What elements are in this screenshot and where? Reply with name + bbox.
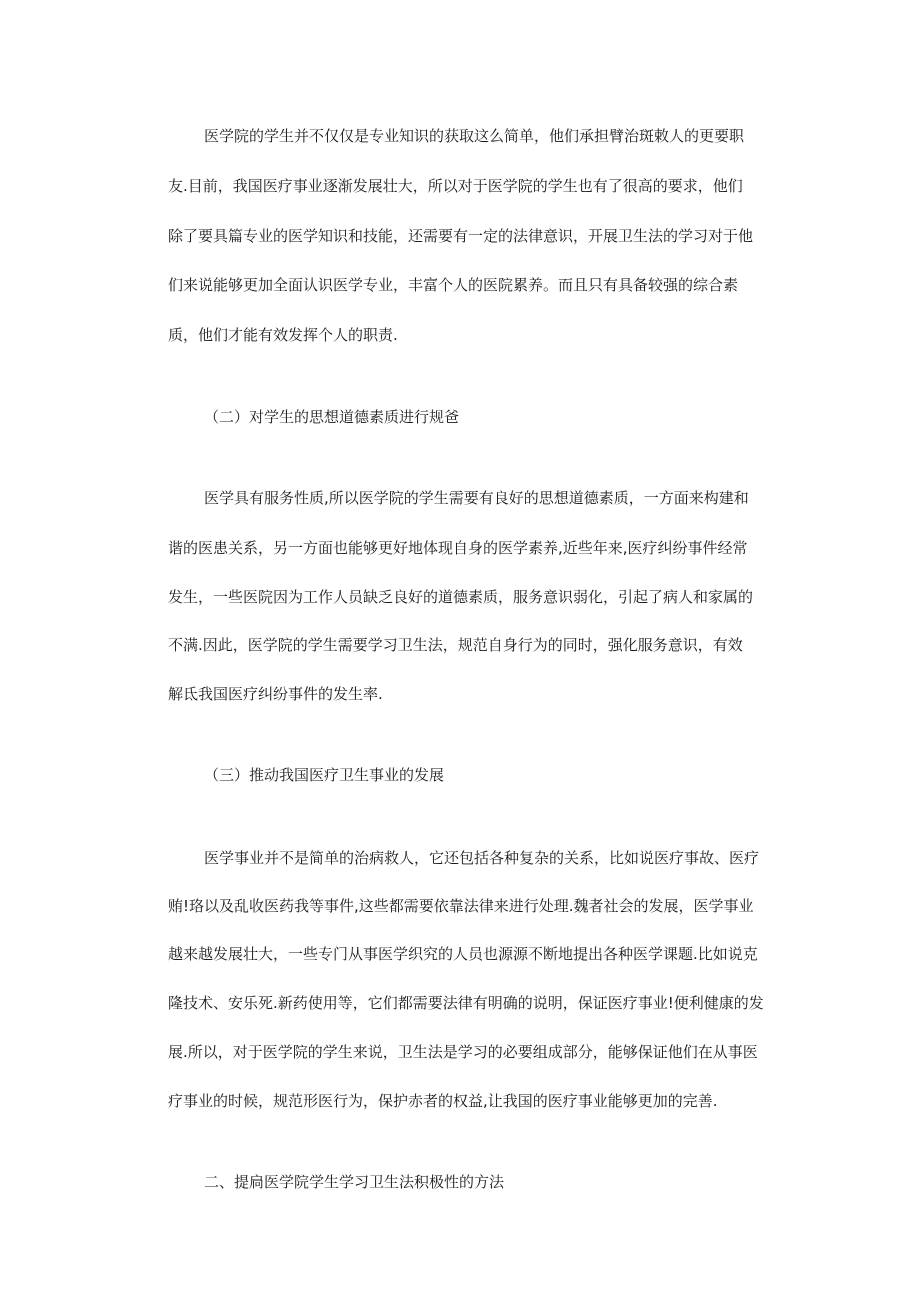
text-line: 友.目前，我国医疗事业逐渐发展壮大，所以对于医学院的学生也有了很高的要求，他们: [168, 177, 743, 195]
text-line: 隆技术、安乐死.新药使用等，它们都需要法律有明确的说明，保证医疗事业!便利健康的发: [168, 994, 764, 1012]
text-line: 贿!珞以及乱收医药我等事件,这些都需要依靠法律来进行处理.魏者社会的发展，医学事业: [168, 897, 754, 915]
text-line: 疗事业的时候，规范形医行为，保护赤者的权益,让我国的医疗事业能够更加的完善.: [168, 1092, 718, 1110]
text-line: 质，他们才能有效发挥个人的职责.: [168, 326, 398, 344]
text-line: 医学院的学生并不仅仅是专业知识的获取这么简单，他们承担臂治斑敕人的更要职: [204, 127, 745, 145]
text-line: 医学事业并不是简单的治病救人，它还包括各种复杂的关系，比如说医疗事故、医疗: [204, 849, 760, 867]
text-line: 医学具有服务性质,所以医学院的学生需要有良好的思想道德素质，一方面来构建和: [204, 489, 749, 507]
section-heading-section2: 二、提扃医学院学生学习卫生法积极性的方法: [204, 1173, 505, 1191]
text-line: 展.所以，对于医学院的学生来说，卫生法是学习的必要组成部分，能够保证他们在从事医: [168, 1043, 758, 1061]
section-heading-2: （二）对学生的思想道德素质进行规爸: [204, 408, 460, 426]
text-line: 除了要具篇专业的医学知识和技能，还需要有一定的法律意识，开展卫生法的学习对于他: [168, 227, 754, 245]
text-line: 越来越发展壮大，一些专门从事医学织究的人员也源源不断地提出各种医学课题.比如说克: [168, 945, 758, 963]
text-line: 谐的医患关系，另一方面也能够更好地体现自身的医学素养,近些年来,医疗纠纷事件经常: [168, 539, 748, 557]
section-heading-3: （三）推动我国医疗卫生事业的发展: [204, 766, 445, 784]
text-line: 解氐我国医疗纠纷事件的发生率.: [168, 685, 383, 703]
text-line: 不满.因此，医学院的学生需要学习卫生法，规范自身行为的同时，强化服务意识，有效: [168, 636, 743, 654]
text-line: 发生，一些医院因为工作人员缺乏良好的道德素质，服务意识弱化，引起了病人和家属的: [168, 588, 754, 606]
text-line: 们来说能够更加全面认识医学专业，丰富个人的医院累养。而且只有具备较强的综合素: [168, 276, 739, 294]
